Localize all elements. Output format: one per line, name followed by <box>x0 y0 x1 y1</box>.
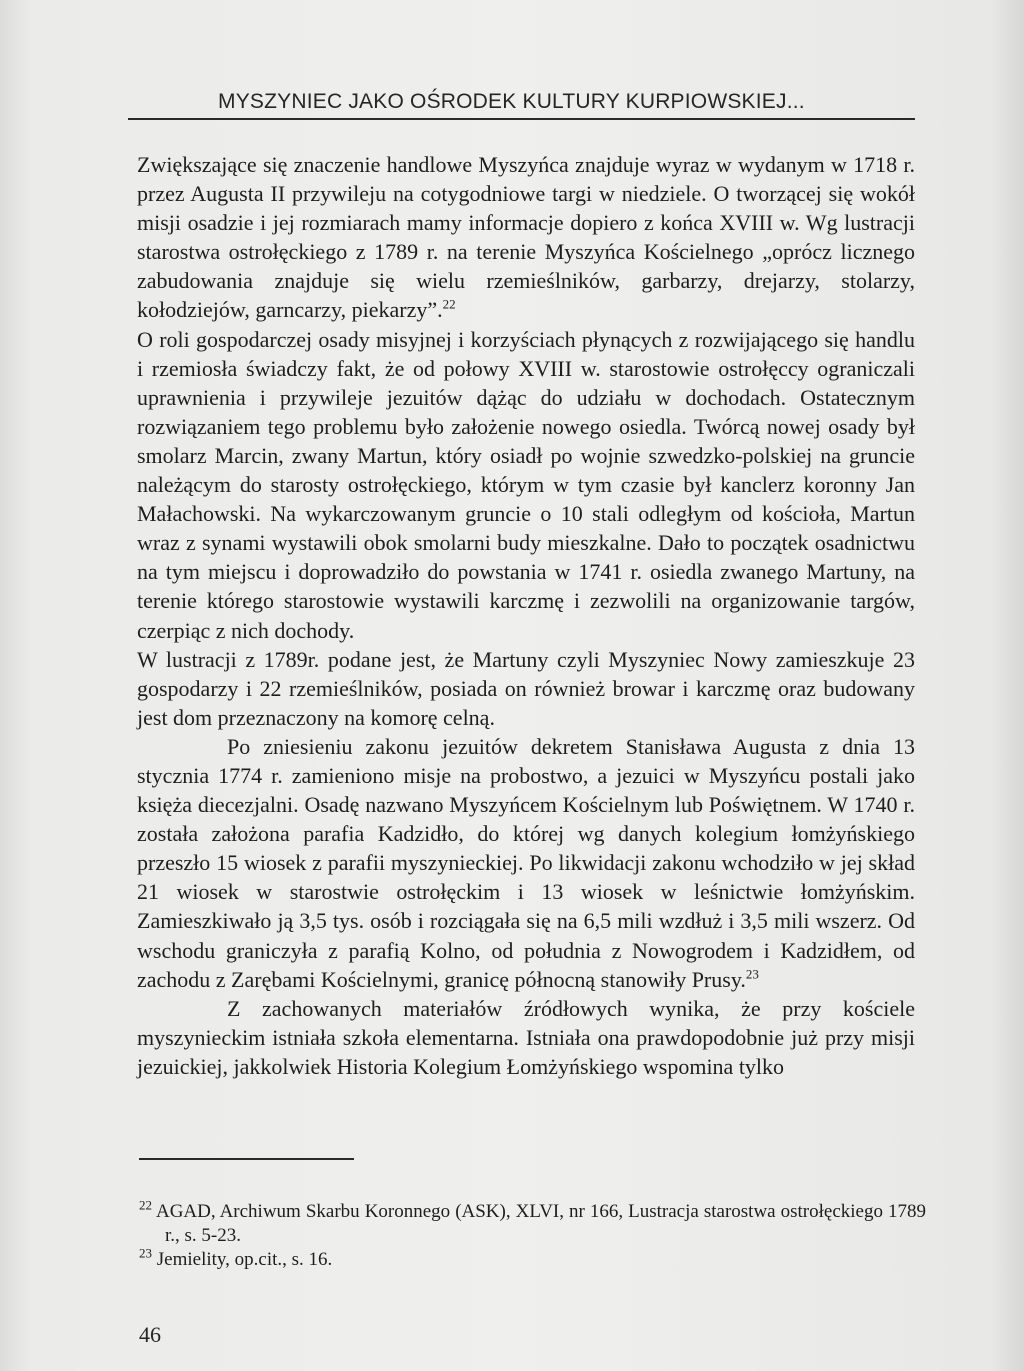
paragraph-text: W lustracji z 1789r. podane jest, że Martuny czyli Myszyniec Nowy zamieszkuje 23 gospodarzy i 22 rzemieślników, posiada on również browar i karczmę oraz budowany jest dom przeznaczony na komorę celną. <box>137 646 915 730</box>
footnote-text: AGAD, Archiwum Skarbu Koronnego (ASK), XLVI, nr 166, Lustracja starostwa ostrołęckiego 1789 r., s. 5-23. <box>155 1201 926 1246</box>
paragraph <box>137 150 915 325</box>
paragraph-text: Z zachowanych materiałów źródłowych wynika, że przy kościele myszynieckim istniała szkoła elementarna. Istniała ona prawdopodobnie już przy misji jezuickiej, jakkolwiek Historia Kolegium Łomżyńskiego wspomina tylko <box>137 995 915 1079</box>
body-text <box>137 150 915 1081</box>
footnote-number: 23 <box>139 1245 152 1261</box>
footnote-number: 22 <box>139 1197 152 1213</box>
paragraph <box>137 994 915 1081</box>
paragraph <box>137 732 915 994</box>
paragraph-text: Po zniesieniu zakonu jezuitów dekretem Stanisława Augusta z dnia 13 stycznia 1774 r. zamieniono misje na probostwo, a jezuici w Myszyńcu postali jako księża diecezjalni. Osadę nazwano Myszyńcem Kościelnym lub Poświętnem. W 1740 r. została założona parafia Kadzidło, do której wg danych kolegium łomżyńskiego przeszło 15 wiosek z parafii myszynieckiej. Po likwidacji zakonu wchodziło w jej skład 21 wiosek w starostwie ostrołęckim i 13 wiosek w leśnictwie łomżyńskim. Zamieszkiwało ją 3,5 tys. osób i rozciągała się na 6,5 mili wzdłuż i 3,5 mili wszerz. Od wschodu graniczyła z parafią Kolno, od południa z Nowogrodem i Kadzidłem, od zachodu z Zarębami Kościelnymi, granicę północną stanowiły Prusy. <box>137 733 915 992</box>
paragraph <box>137 645 915 732</box>
footnotes <box>139 1197 926 1272</box>
running-head: MYSZYNIEC JAKO OŚRODEK KULTURY KURPIOWSKIEJ... <box>218 90 805 113</box>
footnote <box>139 1245 926 1272</box>
footnote <box>139 1197 926 1248</box>
paragraph-text: O roli gospodarczej osady misyjnej i korzyściach płynących z rozwijającego się handlu i rzemiosła świadczy fakt, że od połowy XVIII w. starostowie ostrołęccy ograniczali uprawnienia i przywileje jezuitów dążąc do udziału w dochodach. Ostatecznym rozwiązaniem tego problemu było założenie nowego osiedla. Twórcą nowej osady był smolarz Marcin, zwany Martun, który osiadł po wojnie szwedzko-polskiej na gruncie należącym do starosty ostrołęckiego, którym w tym czasie był kanclerz koronny Jan Małachowski. Na wykarczowanym gruncie o 10 stali odległym od kościoła, Martun wraz z synami wystawili obok smolarni budy mieszkalne. Dało to początek osadnictwu na tym miejscu i doprowadziło do powstania w 1741 r. osiedla zwanego Martuny, na terenie którego starostowie wystawili karczmę i zezwolili na organizowanie targów, czerpiąc z nich dochody. <box>137 326 915 643</box>
footnote-ref: 22 <box>442 297 456 313</box>
paragraph <box>137 325 915 645</box>
footnote-ref: 23 <box>745 966 759 982</box>
page-number: 46 <box>139 1322 161 1347</box>
footnote-rule <box>139 1158 354 1160</box>
footnote-text: Jemielity, op.cit., s. 16. <box>156 1249 333 1270</box>
paragraph-text: Zwiększające się znaczenie handlowe Myszyńca znajduje wyraz w wydanym w 1718 r. przez Augusta II przywileju na cotygodniowe targi w niedziele. O tworzącej się wokół misji osadzie i jej rozmiarach mamy informacje dopiero z końca XVIII w. Wg lustracji starostwa ostrołęckiego z 1789 r. na terenie Myszyńca Kościelnego „oprócz licznego zabudowania znajduje się wielu rzemieślników, garbarzy, drejarzy, stolarzy, kołodziejów, garncarzy, piekarzy”. <box>137 152 915 323</box>
header-rule <box>128 118 915 120</box>
